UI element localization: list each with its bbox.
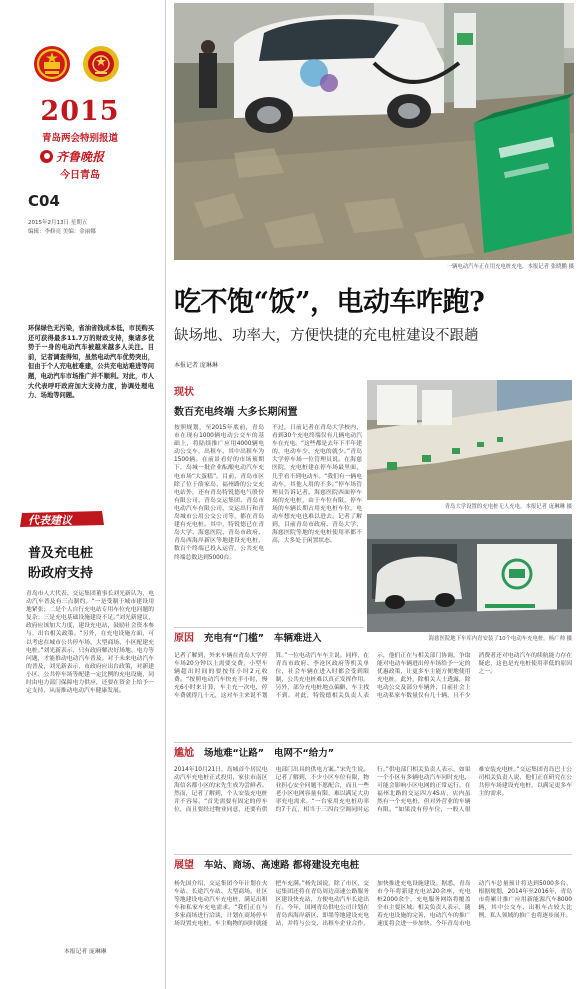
section-dilemma-title2: 电网不“给力” [274,747,334,759]
proposal-title-line1: 普及充电桩 [28,546,94,561]
section-dilemma-text: 2014年10月21日，岛城首个居民电动汽车充电桩正式投用，家住市南区海信名都小区的宋先生成为尝鲜者。然而，记者了解到，个人安装充电桩并不容易。“首先需要有固定的停车位，而且要经过物业同意，还要有供电部门出具的供电方案。”宋先生说。记者了解到，不少小区车位有限，物业担心安全问题不愿配合，而且一些老小区电网容量有限，难以满足大功率充电需求。“一台家用充电桩功率约7千瓦，相当于三四台空调同时运行。”供电部门相关负责人表示，如果一个小区有多辆电动汽车同时充电，可能会影响小区电网的正常运行。在福州北路的交运四方4S店，店内虽然有一个充电桩，但对外营业的车辆有限。“如果没有停车位，一般人很难安装充电桩。”交运集团青岛巴士公司相关负责人说，他们正在研究在公共停车场建设充电桩，以满足更多车主的需求。 [174,767,572,814]
section-status-title: 数百充电终端 大多长期闲置 [174,407,298,418]
photo-hospital-garage-chargers [367,514,572,632]
section-cause-head [174,629,564,644]
section-status-col2: 不过，日前记者在青岛大学校内，看到30个充电终端仅有几辆电动汽车在充电。“这些都是去年下半年建的，电动车少，充电的就少。”青岛大学停车场一位管理员说。在海慈医院，充电桩建在停车场最里面，几乎看不到电动车。“我们有一辆电动车，其他人用的不多。”停车场管理员告诉记者。海慈医院西面停车场的充电桩，由于车位有限，停车场的车辆长期占用充电桩车位，电动车想充电也难以进去。记者了解到，目前青岛市政府、青岛大学、海慈医院等地的充电桩使用率都不高，大多处于闲置状态。 [272,425,362,545]
photo3-caption: 海慈医院地下车库内青安装了10个电动车充电桩。杨广帅 摄 [428,636,572,642]
proposal-title-line2: 盼政府支持 [28,566,94,581]
paper-logo-icon [40,150,53,163]
masthead [0,0,160,250]
page-number: C04 [28,192,60,210]
section-divider-1 [174,627,364,628]
section-cause-title: 充电有“门槛” [204,632,264,644]
proposal-badge-label: 代表建议 [28,514,72,527]
masthead-year: 2015 [40,96,120,127]
section-outlook-text: 杨先国介绍，交运集团今年计划在火车站、长途汽车站、大型商场、社区等地建设电动汽车充电桩，满足出租车和私家车充电需求。“我们正在与多家商场进行洽谈，计划在商场停车场设置充电桩，车主购物的同时就能把车充满。”杨先国说，除了市区，交运集团还将在青岛周边高速公路服务区建设快充站，方便电动汽车长途出行。今年，国网青岛供电公司计划在青岛西海岸新区、即墨等地建设充电站，并将与公交、出租车企业合作，加快推进充电设施建设。据悉，青岛市今年将新建充电站20余座，充电桩2000余个，充电服务网络将覆盖全市主要区域。相关负责人表示，随着充电设施的完善，电动汽车的推广速度将会进一步加快。今年青岛市电动汽车总量预计将达到5000多台，根据规划，2014年至2016年，青岛市将累计推广应用新能源汽车8000辆，其中公交车、出租车占较大比例，私人领域的推广也将逐步展开。 [174,881,572,928]
photo-qingdao-university-chargers [367,380,572,500]
sidebar-lead: 环保绿色无污染，省油省钱成本低，市民购买还可获得最多11.7万的财政支持，集诸多优势于一身的电动汽车被越来越多人关注。目前，记者调查得知，虽然电动汽车优势突出，但由于个人充电桩难建，公共充电站难进等问题，电动汽车市场推广并不顺利。对此，市人大代表呼吁政府加大支持力度，协调处理电力、场地等问题。 [28,325,154,400]
section-dilemma-title: 场地难“让路” [204,747,264,759]
staff-credits: 编辑：李修亮 美编：金丽娜 [28,229,96,235]
section-dilemma-head [174,744,564,759]
section-outlook-head [174,856,564,871]
section-status-head [174,383,364,398]
section-divider-3 [174,854,572,855]
headline: 吃不饱“饭”，电动车咋跑? [174,287,485,318]
paper-logo [40,148,120,164]
sidebar-divider [165,0,166,989]
proposal-body: 青岛市人大代表、交运集团董事长刘光新认为，电动汽车普及有三点制约。“一是受制于城市建设用地紧张；二是个人自行充电站专用车位充电问题的复杂；三是充电基础设施建设不足。”刘光新建议，政府应该加大力度，建设充电站，鼓励社会资本参与，出台相关政策。“另外，在充电设施方面，可以考虑在城市公共停车场、大型商场、小区配建充电桩。”刘光新表示，只有政府解决好场地、电力等问题，才能推动电动汽车普及。对于未来电动汽车的普及，刘光新表示，市政府应出台政策，对新建小区、公共停车场等配建一定比例的充电设施，同时由电力部门保障电力供应，还要在资金上给予一定支持，从而推动电动汽车健康发展。 [26,591,154,695]
top-photo [174,3,574,260]
section-status-col1: 按照规划，至2015年底前，青岛市在现有1000辆电动公交车的基础上，将陆续推广应用4000辆电动公交车，出租车、其中出租车为1500辆。在前景看好的市场预期下，岛城一批企业酝酿电动汽车充电市场“大蛋糕”。目前，青岛市区除了位于薛家岛、福州路的公交充电站外，还有青岛特锐德电气股份有限公司、青岛交运集团、青岛市电动汽车有限公司、交运出行和青岛城市公用公交公司等，都在青岛建有充电桩。其中，特锐德已在青岛大学、海慈医院、青岛市政府、青岛西海岸新区等地建设充电桩，数百个终端已投入运营，公共充电终端总数达到5000台。 [174,425,264,561]
special-report-label: 青岛两会特别报道 [41,133,118,144]
edition-label: 今日青岛 [60,170,100,181]
proposal-badge [18,510,106,528]
paper-name: 齐鲁晚报 [56,149,105,164]
issue-date: 2015年2月13日 星期五 [28,220,88,226]
section-status-tag: 现状 [174,387,194,398]
section-outlook-title: 车站、商场、高速路 都将建设充电桩 [204,859,360,871]
section-cause-text: 记者了解到，外来车辆在青岛大学停车场20分钟以上需要交费，小型车辆超出时间的要按每小时2元收费。“按照电动汽车快充半小时，慢充6小时来计算，车主充一次电，停车费就得几十元，这对车主来说不划算。”一位电动汽车车主说。同样，在青岛市政府、李沧区政府等机关单位，社会车辆在进入时都会受到限制，公共充电桩难以真正发挥作用。另外，部分充电桩地点偏僻，车主找不到。对此，特锐德相关负责人表示，他们正在与相关部门协调，争取能对电动车辆进出停车场给予一定的优惠政策，让更多车主能方便地使用充电桩。此外，除相关人士透露，除电动公交及部分车辆外，目前社会上电动私家车数量仅有几十辆，且不少消费者还对电动汽车的续航能力存在疑虑，这也是充电桩使用率低的原因之一。 [174,653,572,700]
sidebar-signature: 本报记者 庞琳琳 [64,949,107,955]
photo2-caption: 青岛大学设置的充电桩无人充电。本报记者 庞琳琳 摄 [444,504,572,510]
section-divider-2 [174,742,572,743]
section-cause-title2: 车辆难进入 [274,632,322,644]
section-dilemma-tag: 尴尬 [174,748,194,759]
section-outlook-tag: 展望 [174,860,194,871]
subheadline: 缺场地、功率大，方便快捷的充电桩建设不跟趟 [174,328,479,344]
top-photo-caption: 一辆电动汽车正在用充电桩充电。本报记者 张晓鹏 摄 [446,264,574,270]
byline: 本报记者 庞琳琳 [174,362,218,369]
national-emblem-icon [33,45,71,83]
cppcc-emblem-icon [82,45,120,83]
section-cause-tag: 原因 [174,633,194,644]
